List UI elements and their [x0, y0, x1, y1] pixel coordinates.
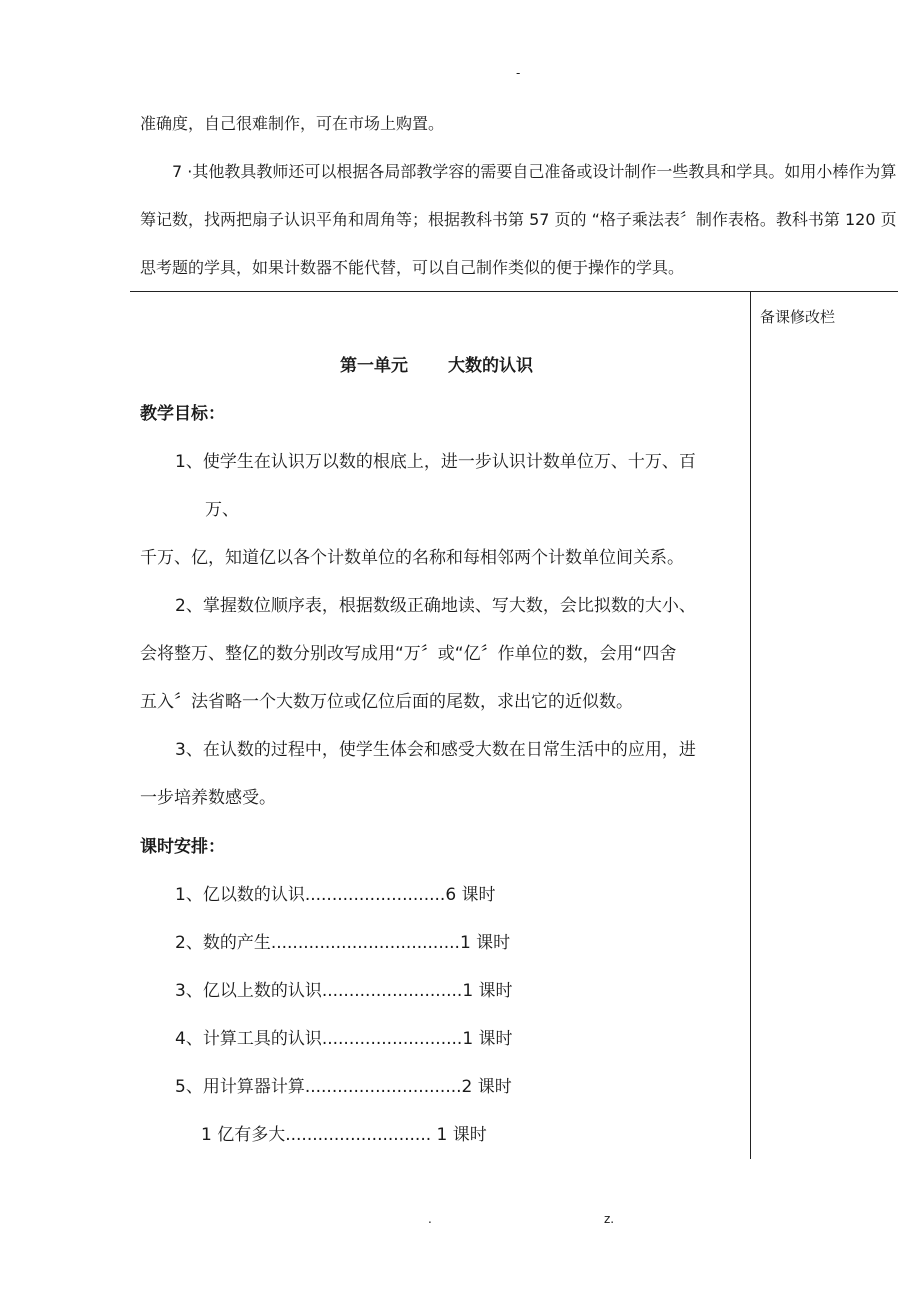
intro-line-1: 准确度，自己很难制作，可在市场上购置。: [140, 114, 445, 133]
goals-heading: 教学目标：: [140, 404, 225, 424]
schedule-item: 1、亿以数的认识..........................6 课时: [175, 885, 496, 905]
schedule-heading: 课时安排：: [140, 837, 225, 857]
schedule-item: 4、计算工具的认识..........................1 课时: [175, 1029, 513, 1049]
unit-title-name: 大数的认识: [448, 356, 533, 376]
schedule-item: 3、亿以上数的认识..........................1 课时: [175, 981, 513, 1001]
goal-2-line-2: 会将整万、整亿的数分别改写成用“万〞或“亿〞作单位的数，会用“四舍: [140, 644, 677, 664]
intro-line-2: 7 ·其他教具教师还可以根据各局部教学容的需要自己准备或设计制作一些教具和学具。如用小棒作为算: [172, 162, 897, 181]
goal-3-line-1: 3、在认数的过程中，使学生体会和感受大数在日常生活中的应用，进: [175, 740, 696, 760]
intro-line-3: 筹记数，找两把扇子认识平角和周角等；根据教科书第 57 页的 “格子乘法表〞制作表格。教科书第 120 页: [140, 210, 897, 229]
schedule-item: 1 亿有多大........................... 1 课时: [201, 1125, 487, 1145]
goal-1-line-2: 万、: [205, 500, 239, 520]
schedule-item: 5、用计算器计算.............................2 课时: [175, 1077, 512, 1097]
goal-3-line-2: 一步培养数感受。: [140, 788, 276, 808]
header-mark: -: [516, 66, 521, 80]
unit-title-number: 第一单元: [340, 356, 408, 376]
intro-line-4: 思考题的学具，如果计数器不能代替，可以自己制作类似的便于操作的学具。: [140, 258, 685, 277]
footer-left-mark: .: [428, 1212, 432, 1226]
goal-1-line-3: 千万、亿，知道亿以各个计数单位的名称和每相邻两个计数单位间关系。: [140, 548, 684, 568]
schedule-item: 2、数的产生...................................1 课时: [175, 933, 511, 953]
goal-1-line-1: 1、使学生在认识万以数的根底上，进一步认识计数单位万、十万、百: [175, 452, 696, 472]
side-column-label: 备课修改栏: [760, 308, 836, 326]
footer-right-mark: z.: [604, 1212, 615, 1226]
goal-2-line-1: 2、掌握数位顺序表，根据数级正确地读、写大数，会比拟数的大小、: [175, 596, 696, 616]
column-divider: [750, 291, 751, 1159]
table-top-rule: [130, 291, 898, 292]
goal-2-line-3: 五入〞法省略一个大数万位或亿位后面的尾数，求出它的近似数。: [140, 692, 633, 712]
